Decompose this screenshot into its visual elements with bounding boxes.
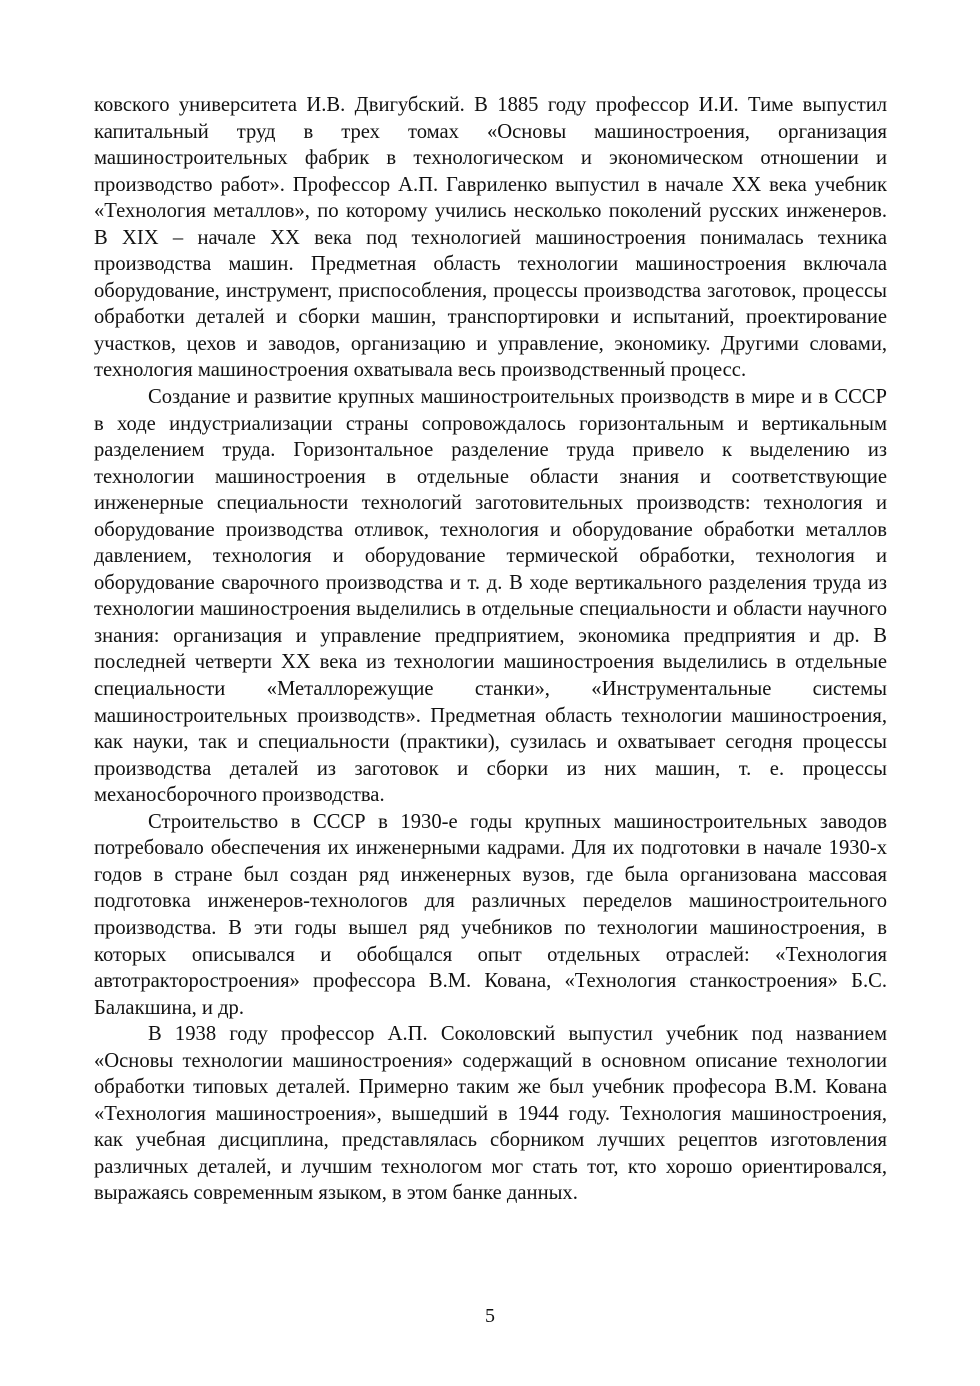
paragraph-continued: ковского университета И.В. Двигубский. В 1885 году профессор И.И. Тиме выпустил капитальный труд в трех томах «Основы машиностроения, организация машиностроительных фабрик в технологическом и экономическом отношении и производство работ». Профессор А.П. Гавриленко выпустил в начале XX века учебник «Технология металлов», по которому учились несколько поколений русских инженеров. В XIX – начале XX века под технологией машиностроения понималась техника производства машин. Предметная область технологии машиностроения включала оборудование, инструмент, приспособления, процессы производства заготовок, процессы обработки деталей и сборки машин, транспортировки и испытаний, проектирование участков, цехов и заводов, организацию и управление, экономику. Другими словами, технология машиностроения охватывала весь производственный процесс. — [94, 94, 887, 382]
paragraph-division-of-labor: Создание и развитие крупных машиностроительных производств в мире и в СССР в ходе индустриализации страны сопровождалось горизонтальным и вертикальным разделением труда. Горизонтальное разделение труда привело к выделению из технологии машиностроения в отдельные области знания и соответствующие инженерные специальности технологий заготовительных производств: технология и оборудование производства отливок, технология и оборудование обработки металлов давлением, технология и оборудование термической обработки, технология и оборудование сварочного производства и т. д. В ходе вертикального разделения труда из технологии машиностроения выделились в отдельные специальности и области научного знания: организация и управление предприятием, экономика предприятия и др. В последней четверти XX века из технологии машиностроения выделились в отдельные специальности «Металлорежущие станки», «Инструментальные системы машиностроительных производств». Предметная область технологии машиностроения, как науки, так и специальности (практики), сузилась и охватывает сегодня процессы производства деталей из заготовок и сборки из них машин, т. е. процессы механосборочного производства. — [94, 386, 887, 807]
body-text — [94, 92, 887, 1207]
paragraph-engineering-education: Строительство в СССР в 1930-е годы крупных машиностроительных заводов потребовало обеспечения их инженерными кадрами. Для их подготовки в начале 1930-х годов в стране был создан ряд инженерных вузов, где была организована массовая подготовка инженеров-технологов для различных переделов машиностроительного производства. В эти годы вышел ряд учебников по технологии машиностроения, в которых описывался и обобщался опыт отдельных отраслей: «Технология автотракторостроения» профессора В.М. Кована, «Технология станкостроения» Б.С. Балакшина, и др. — [94, 810, 887, 1019]
page-number: 5 — [485, 1305, 495, 1327]
paragraph-textbooks: В 1938 году профессор А.П. Соколовский выпустил учебник под названием «Основы технологии машиностроения» содержащий в основном описание технологии обработки типовых деталей. Примерно таким же был учебник професора В.М. Кована «Технология машиностроения», вышедший в 1944 году. Технология машиностроения, как учебная дисциплина, представлялась сборником лучших рецептов изготовления различных деталей, и лучшим технологом мог стать тот, кто хорошо ориентировался, выражаясь современным языком, в этом банке данных. — [94, 1023, 887, 1205]
